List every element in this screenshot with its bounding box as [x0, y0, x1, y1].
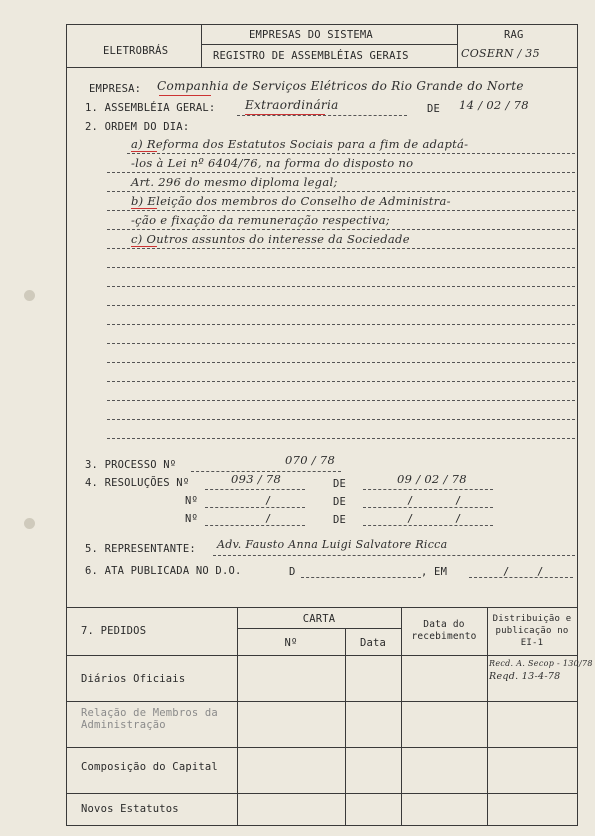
ordem-rule — [107, 172, 575, 173]
row-diarios-oficiais: Diários Oficiais — [81, 673, 186, 685]
ordem-mark-a — [131, 151, 157, 152]
resolucao-de-label-3: DE — [333, 514, 347, 526]
resolucao-date-line-2 — [363, 507, 493, 508]
header-mid-rule — [201, 44, 457, 45]
row-relacao-membros: Relação de Membros da Administração — [81, 707, 218, 731]
processo-value: 070 / 78 — [285, 453, 336, 467]
slash: / — [455, 513, 462, 525]
resolucao-de-label-2: DE — [333, 496, 347, 508]
assembleia-de-label: DE — [427, 103, 441, 115]
ordem-line-3: Art. 296 do mesmo diploma legal; — [131, 175, 338, 189]
carta-sub-rule — [237, 628, 401, 629]
ordem-rule — [107, 438, 575, 439]
resolucao-first-date: 09 / 02 / 78 — [397, 472, 467, 486]
header-divider-1 — [201, 25, 202, 67]
assembleia-date: 14 / 02 / 78 — [459, 98, 529, 112]
ordem-rule — [107, 191, 575, 192]
resolucao-no-label-3: Nº — [185, 513, 199, 525]
pedidos-row-rule — [67, 793, 577, 794]
row-novos-estatutos: Novos Estatutos — [81, 803, 179, 815]
ordem-line-4: b) Eleição dos membros do Conselho de Administra- — [131, 194, 451, 208]
ordem-rule — [107, 305, 575, 306]
ordem-rule — [107, 324, 575, 325]
pedidos-top-rule — [67, 607, 577, 608]
slash: / — [537, 566, 544, 578]
registry-form — [66, 24, 593, 826]
ata-em-label: , EM — [421, 566, 448, 578]
org-name: ELETROBRÁS — [103, 45, 169, 57]
pedidos-header-rule — [67, 655, 577, 656]
ordem-line-1: a) Reforma dos Estatutos Sociais para a fim de adaptá- — [131, 137, 469, 151]
ordem-label: 2. ORDEM DO DIA: — [85, 121, 190, 133]
ordem-rule — [127, 153, 575, 154]
slash: / — [503, 566, 510, 578]
ordem-rule — [107, 343, 575, 344]
punch-hole — [24, 290, 35, 301]
ata-d-label: D — [289, 566, 296, 578]
distribuicao-header: Distribuição e publicação no EI-1 — [492, 614, 572, 648]
stamp-line-1: Recd. A. Secop - 130/78 — [489, 659, 593, 668]
ordem-mark-b — [131, 208, 157, 209]
rag-label: RAG — [504, 29, 524, 41]
system-title: EMPRESAS DO SISTEMA — [249, 29, 373, 41]
pedidos-col-2 — [345, 628, 346, 825]
representante-label: 5. REPRESENTANTE: — [85, 543, 196, 555]
ata-date-line — [469, 577, 573, 578]
processo-label: 3. PROCESSO Nº — [85, 459, 177, 471]
pedidos-row-rule — [67, 701, 577, 702]
ordem-rule — [107, 400, 575, 401]
slash: / — [407, 513, 414, 525]
ata-label: 6. ATA PUBLICADA NO D.O. — [85, 565, 242, 577]
carta-no-header: Nº — [284, 637, 298, 649]
slash: / — [265, 513, 272, 525]
ordem-mark-c — [131, 246, 157, 247]
ordem-rule — [107, 381, 575, 382]
ordem-line-6: c) Outros assuntos do interesse da Sociedade — [131, 232, 410, 246]
ordem-line-5: -ção e fixação da remuneração respectiva; — [131, 213, 390, 227]
carta-header: CARTA — [302, 613, 336, 625]
header-bottom-rule — [67, 67, 577, 68]
ordem-rule — [107, 267, 575, 268]
ordem-rule — [107, 248, 575, 249]
empresa-label: EMPRESA: — [89, 83, 142, 95]
resolucao-de-label: DE — [333, 478, 347, 490]
representante-line — [213, 555, 575, 556]
rag-value: COSERN / 35 — [461, 47, 540, 60]
punch-hole — [24, 518, 35, 529]
empresa-value: Companhia de Serviços Elétricos do Rio Grande do Norte — [157, 79, 524, 93]
ata-line — [301, 577, 421, 578]
stamp-line-2: Reqd. 13-4-78 — [489, 671, 561, 682]
resolucao-date-line-3 — [363, 525, 493, 526]
assembleia-line — [237, 115, 407, 116]
pedidos-label: 7. PEDIDOS — [81, 625, 147, 637]
resolucao-date-line — [363, 489, 493, 490]
resolucoes-label: 4. RESOLUÇÕES Nº — [85, 477, 190, 489]
ordem-rule — [107, 210, 575, 211]
representante-value: Adv. Fausto Anna Luigi Salvatore Ricca — [217, 538, 448, 551]
resolucao-no-line-3 — [205, 525, 305, 526]
header-divider-2 — [457, 25, 458, 67]
ordem-rule — [107, 286, 575, 287]
row-composicao-capital: Composição do Capital — [81, 761, 218, 773]
ordem-rule — [107, 362, 575, 363]
slash: / — [265, 495, 272, 507]
ordem-rule — [107, 229, 575, 230]
registry-title: REGISTRO DE ASSEMBLÉIAS GERAIS — [213, 50, 409, 62]
assembleia-label: 1. ASSEMBLÉIA GERAL: — [85, 102, 216, 114]
assembleia-type: Extraordinária — [245, 98, 339, 112]
resolucao-no-line-2 — [205, 507, 305, 508]
ordem-rule — [107, 419, 575, 420]
pedidos-row-rule — [67, 747, 577, 748]
ordem-line-2: -los à Lei nº 6404/76, na forma do disposto no — [131, 156, 414, 170]
assembleia-underline — [245, 114, 325, 115]
recebimento-header: Data do recebimento — [411, 619, 477, 642]
resolucao-no-label-2: Nº — [185, 495, 199, 507]
carta-data-header: Data — [359, 637, 387, 649]
slash: / — [407, 495, 414, 507]
slash: / — [455, 495, 462, 507]
resolucao-first-no: 093 / 78 — [231, 472, 282, 486]
empresa-underline — [159, 95, 211, 96]
resolucao-no-line — [205, 489, 305, 490]
